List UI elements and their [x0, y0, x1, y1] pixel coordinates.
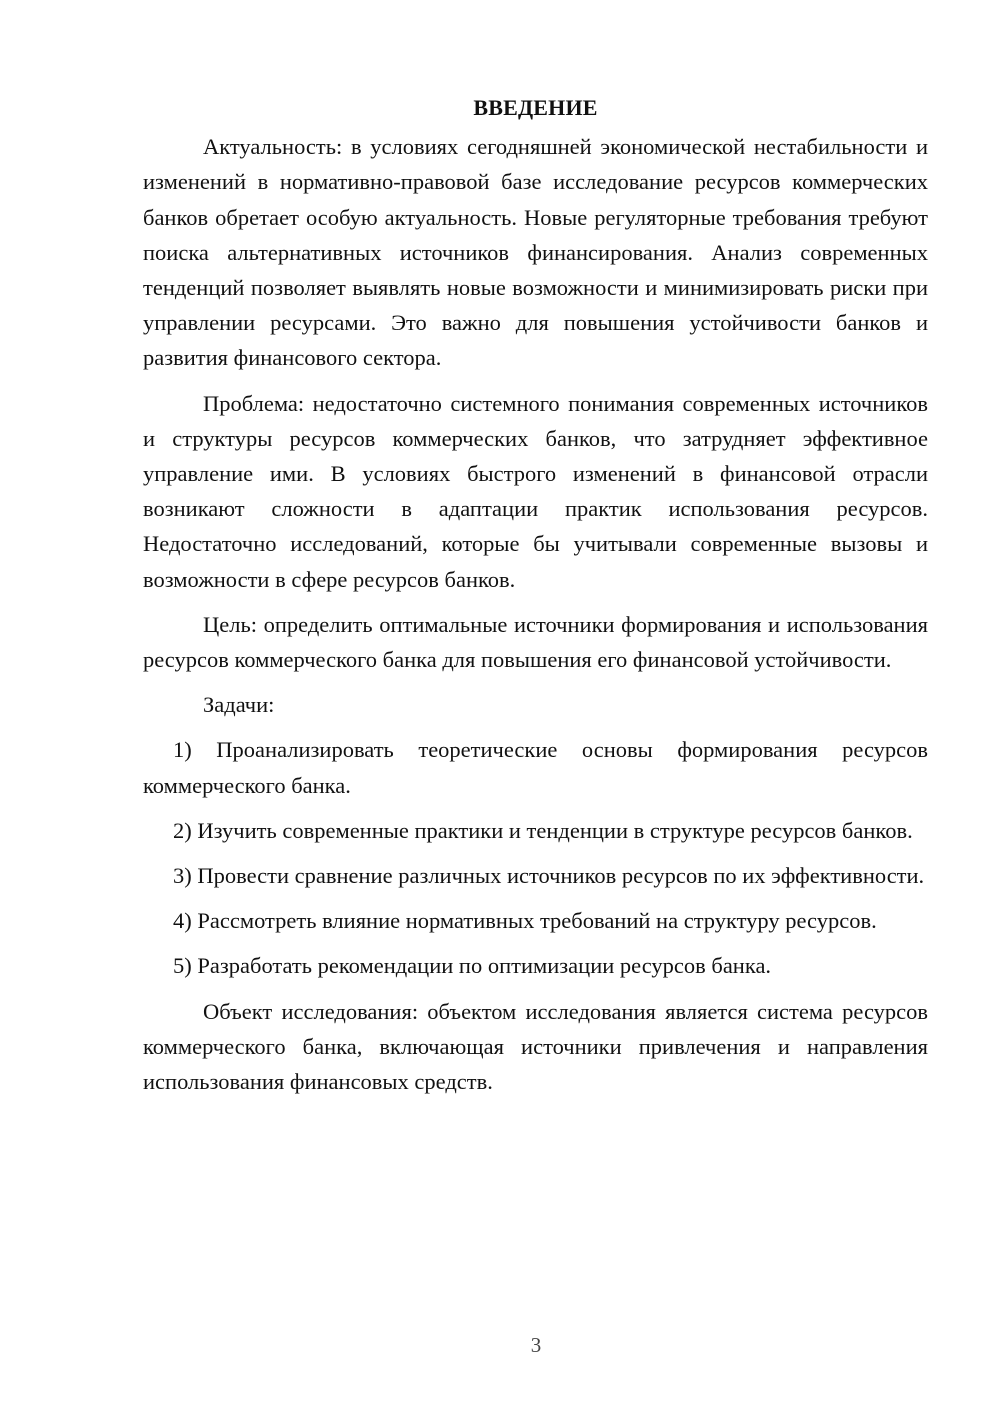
page-title: ВВЕДЕНИЕ	[473, 95, 598, 120]
task-item: 2) Изучить современные практики и тенденции в структуре ресурсов банков.	[173, 817, 913, 843]
tasks-heading: Задачи:	[203, 692, 275, 718]
paragraph-object: Объект исследования: объектом исследования является система ресурсов коммерческого банка, включающая источники привлечения и направления использования финансовых средств.	[143, 998, 928, 1095]
task-item: 5) Разработать рекомендации по оптимизации ресурсов банка.	[173, 953, 772, 979]
task-item: 3) Провести сравнение различных источников ресурсов по их эффективности.	[173, 863, 925, 889]
tasks-list	[143, 732, 928, 983]
paragraph-goal: Цель: определить оптимальные источники формирования и использования ресурсов коммерческого банка для повышения его финансовой устойчивости.	[143, 611, 928, 673]
paragraph-relevance: Актуальность: в условиях сегодняшней экономической нестабильности и изменений в нормативно-правовой базе исследование ресурсов коммерческих банков обретает особую актуальность. Новые регуляторные требования требуют поиска альтернативных источников финансирования. Анализ современных тенденций позволяет выявлять новые возможности и минимизировать риски при управлении ресурсами. Это важно для повышения устойчивости банков и развития финансового сектора.	[143, 134, 928, 371]
task-item: 4) Рассмотреть влияние нормативных требований на структуру ресурсов.	[173, 908, 877, 934]
page-content	[143, 90, 928, 1109]
task-item: 1) Проанализировать теоретические основы формирования ресурсов коммерческого банка.	[143, 737, 928, 798]
page-number: 3	[530, 1333, 542, 1357]
paragraph-problem: Проблема: недостаточно системного понимания современных источников и структуры ресурсов коммерческих банков, что затрудняет эффективное управление ими. В условиях быстрого изменений в финансовой отрасли возникают сложности в адаптации практик использования ресурсов. Недостаточно исследований, которые бы учитывали современные вызовы и возможности в сфере ресурсов банков.	[143, 390, 928, 592]
